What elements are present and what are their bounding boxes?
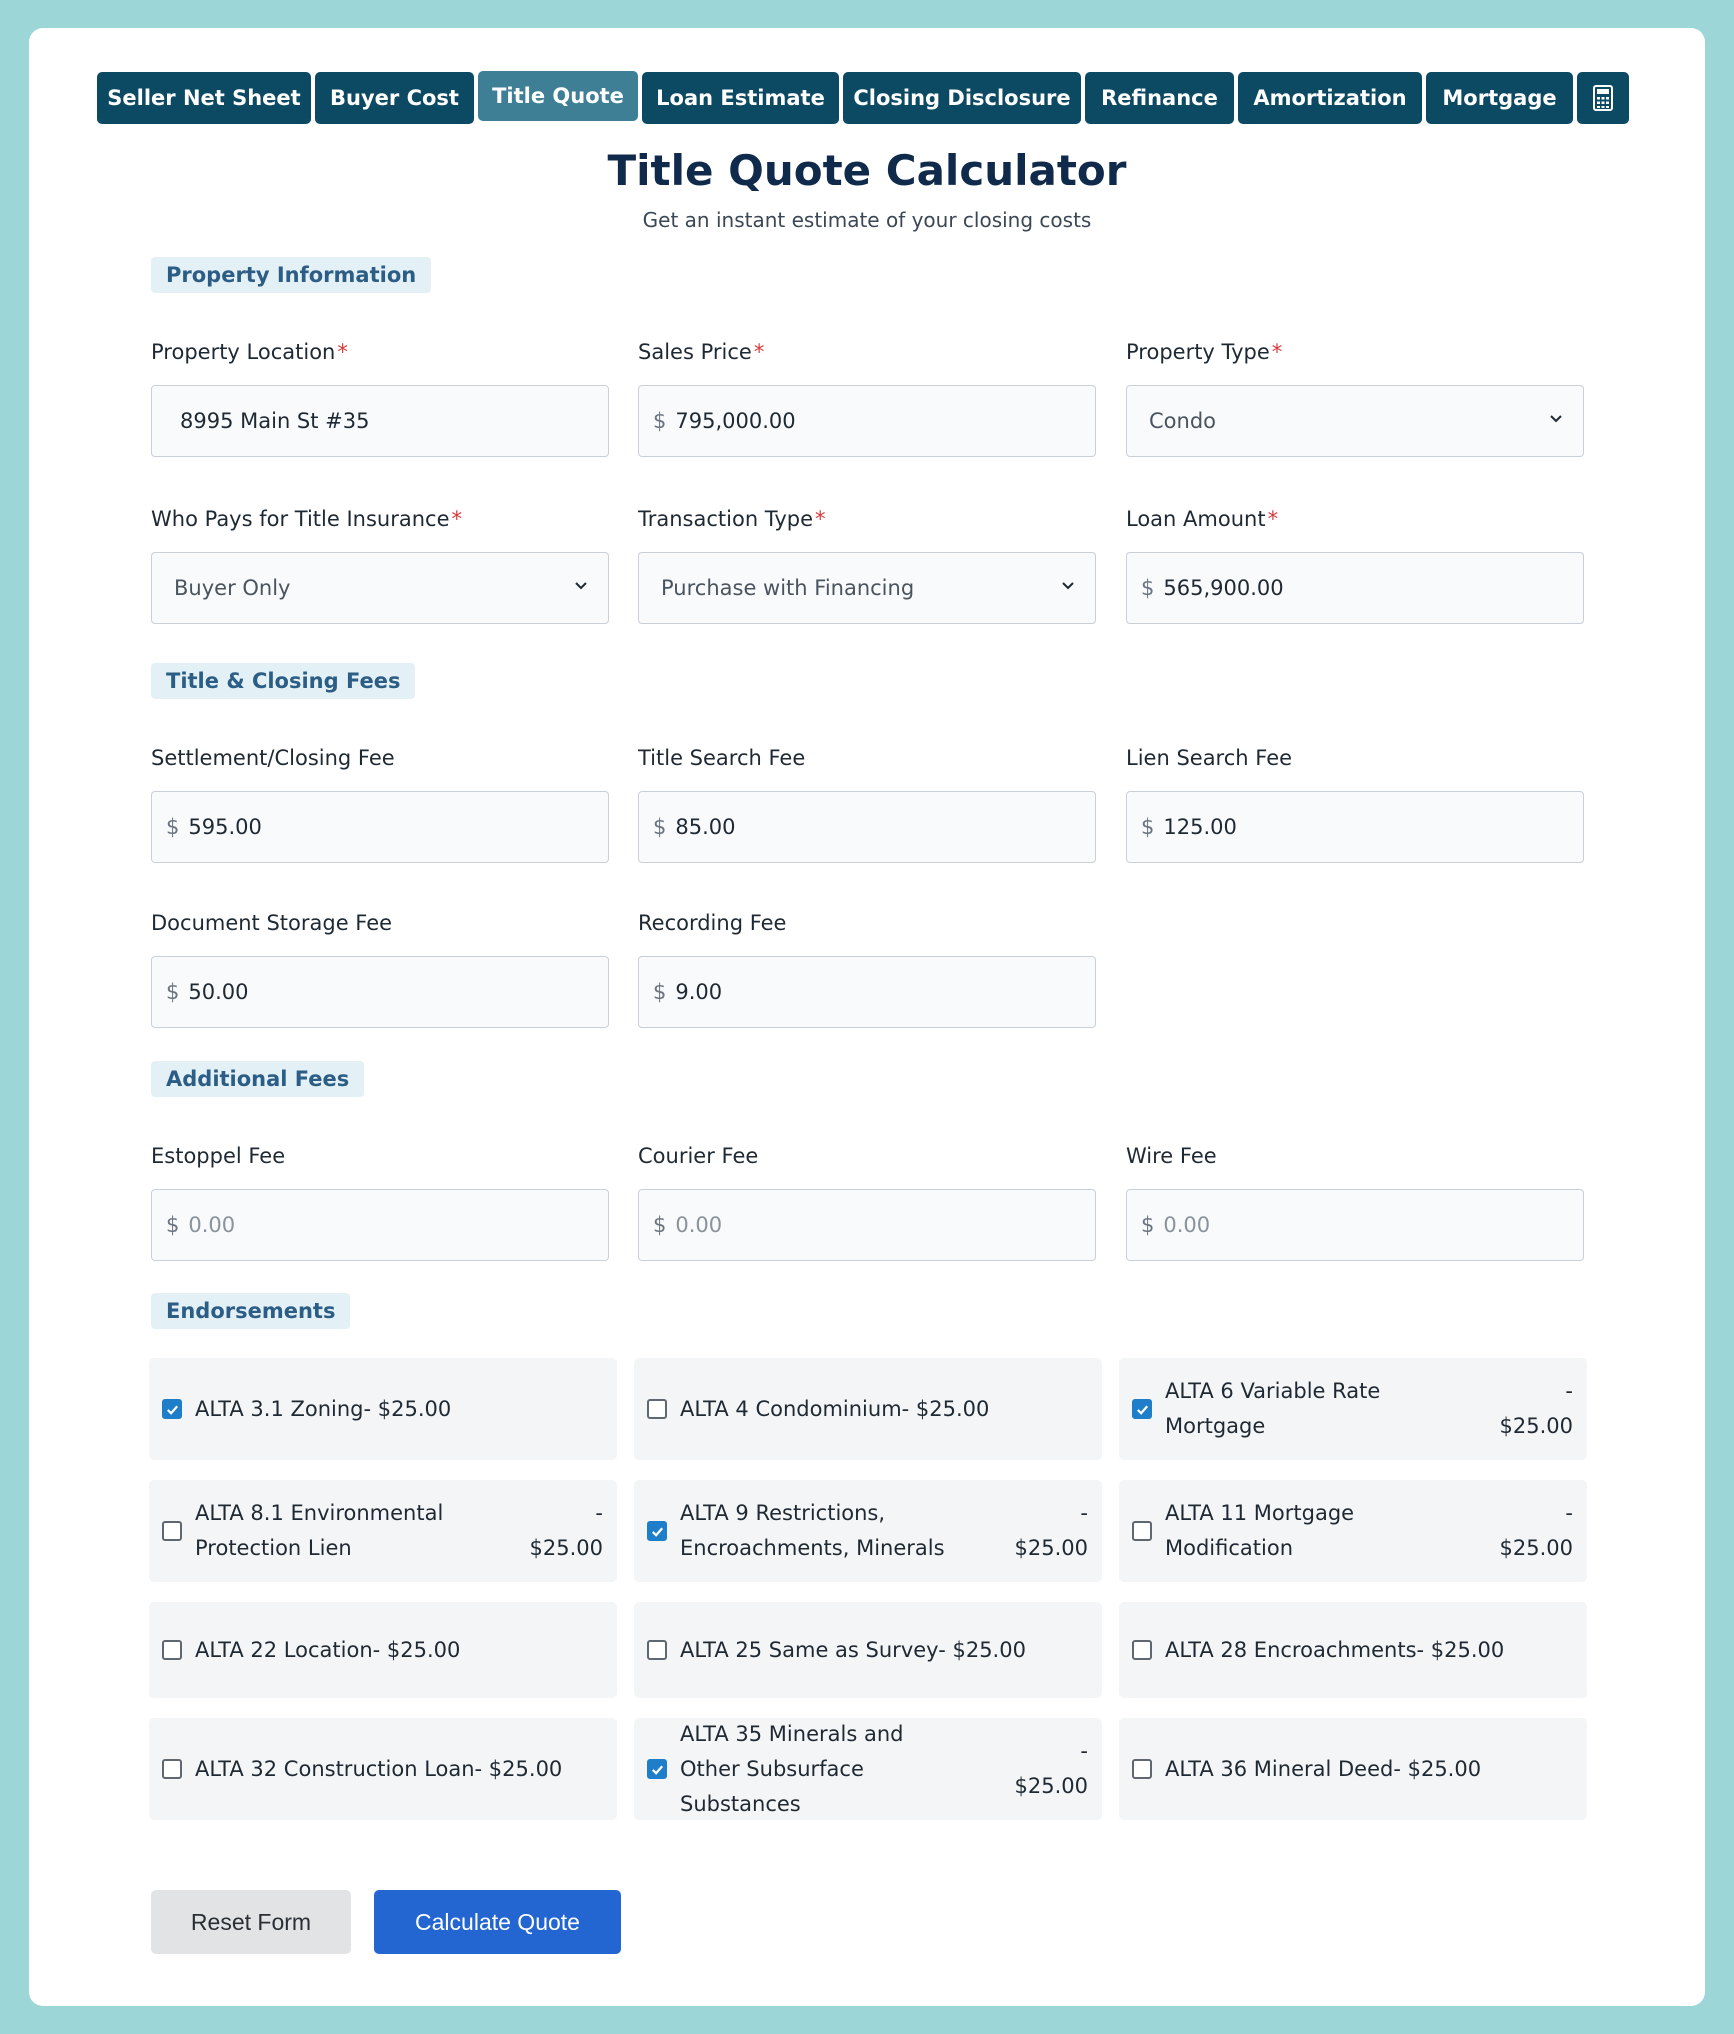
endorsement-checkbox[interactable] [162,1399,182,1419]
settlement-fee-label: Settlement/Closing Fee [151,746,395,770]
endorsement-alta-36[interactable] [1119,1718,1587,1820]
transaction-type-label: Transaction Type* [638,507,826,531]
section-title-closing-fees: Title & Closing Fees [151,663,415,699]
endorsement-checkbox[interactable] [1132,1759,1152,1779]
section-property-information: Property Information [151,257,431,293]
endorsement-alta-8-1[interactable] [149,1480,617,1582]
transaction-type-field [638,506,1096,624]
tab-loan-estimate[interactable]: Loan Estimate [642,72,839,124]
wire-fee-input[interactable]: $ 0.00 [1126,1189,1584,1261]
tab-bar [97,72,1629,124]
lien-search-fee-input[interactable]: $ 125.00 [1126,791,1584,863]
property-type-label: Property Type* [1126,340,1283,364]
endorsement-label: ALTA 36 Mineral Deed- $25.00 [1165,1756,1482,1781]
page-subtitle: Get an instant estimate of your closing costs [642,208,1092,232]
endorsement-alta-22[interactable] [149,1602,617,1698]
property-location-label: Property Location* [151,340,348,364]
courier-fee-input[interactable]: $ 0.00 [638,1189,1096,1261]
courier-fee-field [638,1143,1096,1261]
sales-price-input[interactable]: $ 795,000.00 [638,385,1096,457]
checkmark-icon [650,1524,665,1539]
tab-mortgage[interactable]: Mortgage [1426,72,1573,124]
property-location-input[interactable]: 8995 Main St #35 [151,385,609,457]
endorsement-label: ALTA 35 Minerals and Other Subsurface Substances [680,1721,904,1816]
tab-seller-net-sheet[interactable]: Seller Net Sheet [97,72,311,124]
document-storage-fee-field [151,910,609,1028]
endorsement-alta-35[interactable] [634,1718,1102,1820]
tab-amortization[interactable]: Amortization [1238,72,1422,124]
transaction-type-select[interactable]: Purchase with Financing [638,552,1096,624]
endorsement-label: ALTA 25 Same as Survey- $25.00 [680,1637,1026,1662]
tab-closing-disclosure[interactable]: Closing Disclosure [843,72,1081,124]
checkmark-icon [650,1762,665,1777]
wire-fee-field [1126,1143,1584,1261]
chevron-down-icon [574,578,588,592]
endorsement-label: ALTA 28 Encroachments- $25.00 [1165,1637,1505,1662]
endorsement-checkbox[interactable] [647,1759,667,1779]
title-search-fee-label: Title Search Fee [638,746,806,770]
section-endorsements: Endorsements [151,1293,350,1329]
chevron-down-icon [1061,578,1075,592]
recording-fee-input[interactable]: $ 9.00 [638,956,1096,1028]
endorsement-label: ALTA 11 Mortgage Modification [1165,1501,1355,1560]
endorsement-checkbox[interactable] [162,1759,182,1779]
endorsement-price: - $25.00 [1499,1379,1573,1438]
checkmark-icon [165,1402,180,1417]
title-insurance-payer-field [151,506,609,624]
endorsement-label: ALTA 32 Construction Loan- $25.00 [195,1756,563,1781]
endorsement-checkbox[interactable] [647,1640,667,1660]
endorsement-price: - $25.00 [1014,1501,1088,1560]
sales-price-label: Sales Price* [638,340,765,364]
tab-title-quote[interactable]: Title Quote [478,71,638,121]
chevron-down-icon [1549,411,1563,425]
endorsement-checkbox[interactable] [1132,1640,1152,1660]
document-storage-fee-label: Document Storage Fee [151,911,393,935]
property-type-field [1126,339,1584,457]
settlement-fee-input[interactable]: $ 595.00 [151,791,609,863]
endorsement-alta-28[interactable] [1119,1602,1587,1698]
property-type-select[interactable]: Condo [1126,385,1584,457]
checkmark-icon [1135,1402,1150,1417]
reset-form-button[interactable]: Reset Form [151,1890,351,1954]
endorsement-alta-11[interactable] [1119,1480,1587,1582]
calculator-icon [1592,85,1614,111]
section-additional-fees: Additional Fees [151,1061,364,1097]
endorsement-alta-3-1[interactable] [149,1358,617,1460]
settlement-fee-field [151,745,609,863]
property-location-field [151,339,609,457]
courier-fee-label: Courier Fee [638,1144,759,1168]
estoppel-fee-label: Estoppel Fee [151,1144,286,1168]
tab-buyer-cost[interactable]: Buyer Cost [315,72,474,124]
estoppel-fee-field [151,1143,609,1261]
endorsement-alta-32[interactable] [149,1718,617,1820]
endorsement-alta-4[interactable] [634,1358,1102,1460]
endorsement-checkbox[interactable] [1132,1521,1152,1541]
loan-amount-input[interactable]: $ 565,900.00 [1126,552,1584,624]
wire-fee-label: Wire Fee [1126,1144,1217,1168]
endorsement-checkbox[interactable] [647,1399,667,1419]
calculate-quote-button[interactable]: Calculate Quote [374,1890,621,1954]
endorsement-label: ALTA 8.1 Environmental Protection Lien [195,1501,444,1560]
title-insurance-payer-label: Who Pays for Title Insurance* [151,507,462,531]
endorsement-checkbox[interactable] [162,1640,182,1660]
page-title: Title Quote Calculator [607,146,1127,195]
recording-fee-label: Recording Fee [638,911,787,935]
endorsement-checkbox[interactable] [647,1521,667,1541]
endorsement-checkbox[interactable] [162,1521,182,1541]
endorsement-checkbox[interactable] [1132,1399,1152,1419]
title-insurance-payer-select[interactable]: Buyer Only [151,552,609,624]
title-search-fee-input[interactable]: $ 85.00 [638,791,1096,863]
endorsement-label: ALTA 22 Location- $25.00 [195,1637,461,1662]
endorsement-label: ALTA 6 Variable Rate Mortgage [1165,1379,1381,1438]
lien-search-fee-label: Lien Search Fee [1126,746,1293,770]
document-storage-fee-input[interactable]: $ 50.00 [151,956,609,1028]
endorsement-price: - $25.00 [1014,1739,1088,1798]
lien-search-fee-field [1126,745,1584,863]
title-search-fee-field [638,745,1096,863]
endorsement-price: - $25.00 [529,1501,603,1560]
estoppel-fee-input[interactable]: $ 0.00 [151,1189,609,1261]
endorsement-alta-6[interactable] [1119,1358,1587,1460]
endorsement-label: ALTA 4 Condominium- $25.00 [680,1396,990,1421]
endorsement-alta-9[interactable] [634,1480,1102,1582]
sales-price-field [638,339,1096,457]
endorsement-label: ALTA 9 Restrictions, Encroachments, Minerals [680,1501,945,1560]
endorsement-alta-25[interactable] [634,1602,1102,1698]
loan-amount-label: Loan Amount* [1126,507,1279,531]
recording-fee-field [638,910,1096,1028]
endorsement-price: - $25.00 [1499,1501,1573,1560]
tab-refinance[interactable]: Refinance [1085,72,1234,124]
loan-amount-field [1126,506,1584,624]
endorsement-label: ALTA 3.1 Zoning- $25.00 [195,1396,452,1421]
calculator-card [29,28,1705,2006]
tab-calculator[interactable] [1577,72,1629,124]
